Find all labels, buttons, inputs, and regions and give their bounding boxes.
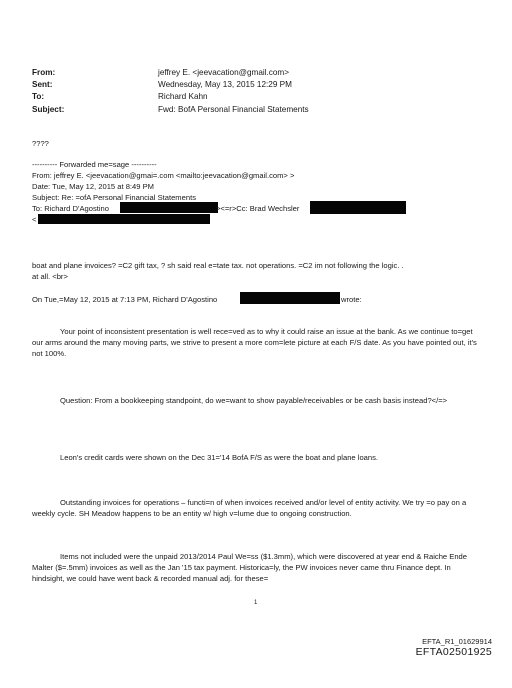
subject-label: Subject: xyxy=(32,104,65,114)
forwarded-lt: < xyxy=(32,215,37,224)
forwarded-from: From: jeffrey E. <jeevacation@gmai=.com <mailto:jeevacation@gmail.com> > xyxy=(32,171,295,180)
forwarded-date: Date: Tue, May 12, 2015 at 8:49 PM xyxy=(32,182,154,191)
on-tue-line: On Tue,=May 12, 2015 at 7:13 PM, Richard D'Agostino xyxy=(32,295,218,304)
paragraph-inconsistent-presentation: Your point of inconsistent presentation is well rece=ved as to why it could raise an issue at the bank. As we continue to=get our arms around the many moving parts, we strive to present a more com=lete picture at each F/S date. As you have pointed out, it's not 100%. xyxy=(32,327,477,359)
to-value: Richard Kahn xyxy=(158,92,208,102)
email-header xyxy=(32,67,309,116)
forwarded-subject: Subject: Re: =ofA Personal Financial Statements xyxy=(32,193,196,202)
page-number: 1 xyxy=(254,600,258,606)
paragraph-credit-cards: Leon's credit cards were shown on the Dec 31='14 BofA F/S as were the boat and plane loans. xyxy=(60,453,379,462)
header-from-row xyxy=(32,67,309,79)
paragraph-outstanding-invoices: Outstanding invoices for operations – functi=n of when invoices received and/or level of entity activity. We try =o pay on a weekly cycle. SH Meadow happens to be an entity w/ high v=lume due to ongoing construction. xyxy=(32,498,467,519)
question-marks: ???? xyxy=(32,139,49,148)
redaction-box xyxy=(120,202,218,213)
from-value: jeffrey E. <jeevacation@gmail.com> xyxy=(158,68,290,77)
redaction-box xyxy=(240,292,340,304)
header-subject-row xyxy=(32,104,309,116)
reply-line-1: boat and plane invoices? =C2 gift tax, ? sh said real e=tate tax. not operations. =C2 im not following the logic. . xyxy=(32,261,404,270)
wrote-text: wrote: xyxy=(341,295,362,304)
footer-id-large: EFTA02501925 xyxy=(415,646,492,658)
sent-label: Sent: xyxy=(32,80,53,90)
forwarded-cc: ><=r>Cc: Brad Wechsler xyxy=(216,204,300,213)
sent-value: Wednesday, May 13, 2015 12:29 PM xyxy=(158,80,292,90)
redaction-box xyxy=(38,214,210,224)
reply-line-2: at all. <br> xyxy=(32,272,68,281)
paragraph-question: Question: From a bookkeeping standpoint, do we=want to show payable/receivables or be cash basis instead?</=> xyxy=(60,396,448,405)
redaction-box xyxy=(310,201,406,214)
forwarded-message-line: ---------- Forwarded me=sage ---------- xyxy=(32,160,157,169)
from-label: From: xyxy=(32,68,56,77)
header-sent-row xyxy=(32,79,309,91)
forwarded-to: To: Richard D'Agostino xyxy=(32,204,110,213)
to-label: To: xyxy=(32,92,45,102)
footer-id-small: EFTA_R1_01629914 xyxy=(422,637,492,646)
paragraph-items-not-included: Items not included were the unpaid 2013/2014 Paul We=ss ($1.3mm), which were discovered at year end & Raiche Ende Malter ($=.5mm) invoices as well as the Jan '15 tax payment. Historica=ly, the PW invoices never came thru Finance dept. In hindsight, we could have went back & recorded manual adj. for these= xyxy=(32,552,467,584)
subject-value: Fwd: BofA Personal Financial Statements xyxy=(158,104,309,114)
header-to-row xyxy=(32,91,309,103)
